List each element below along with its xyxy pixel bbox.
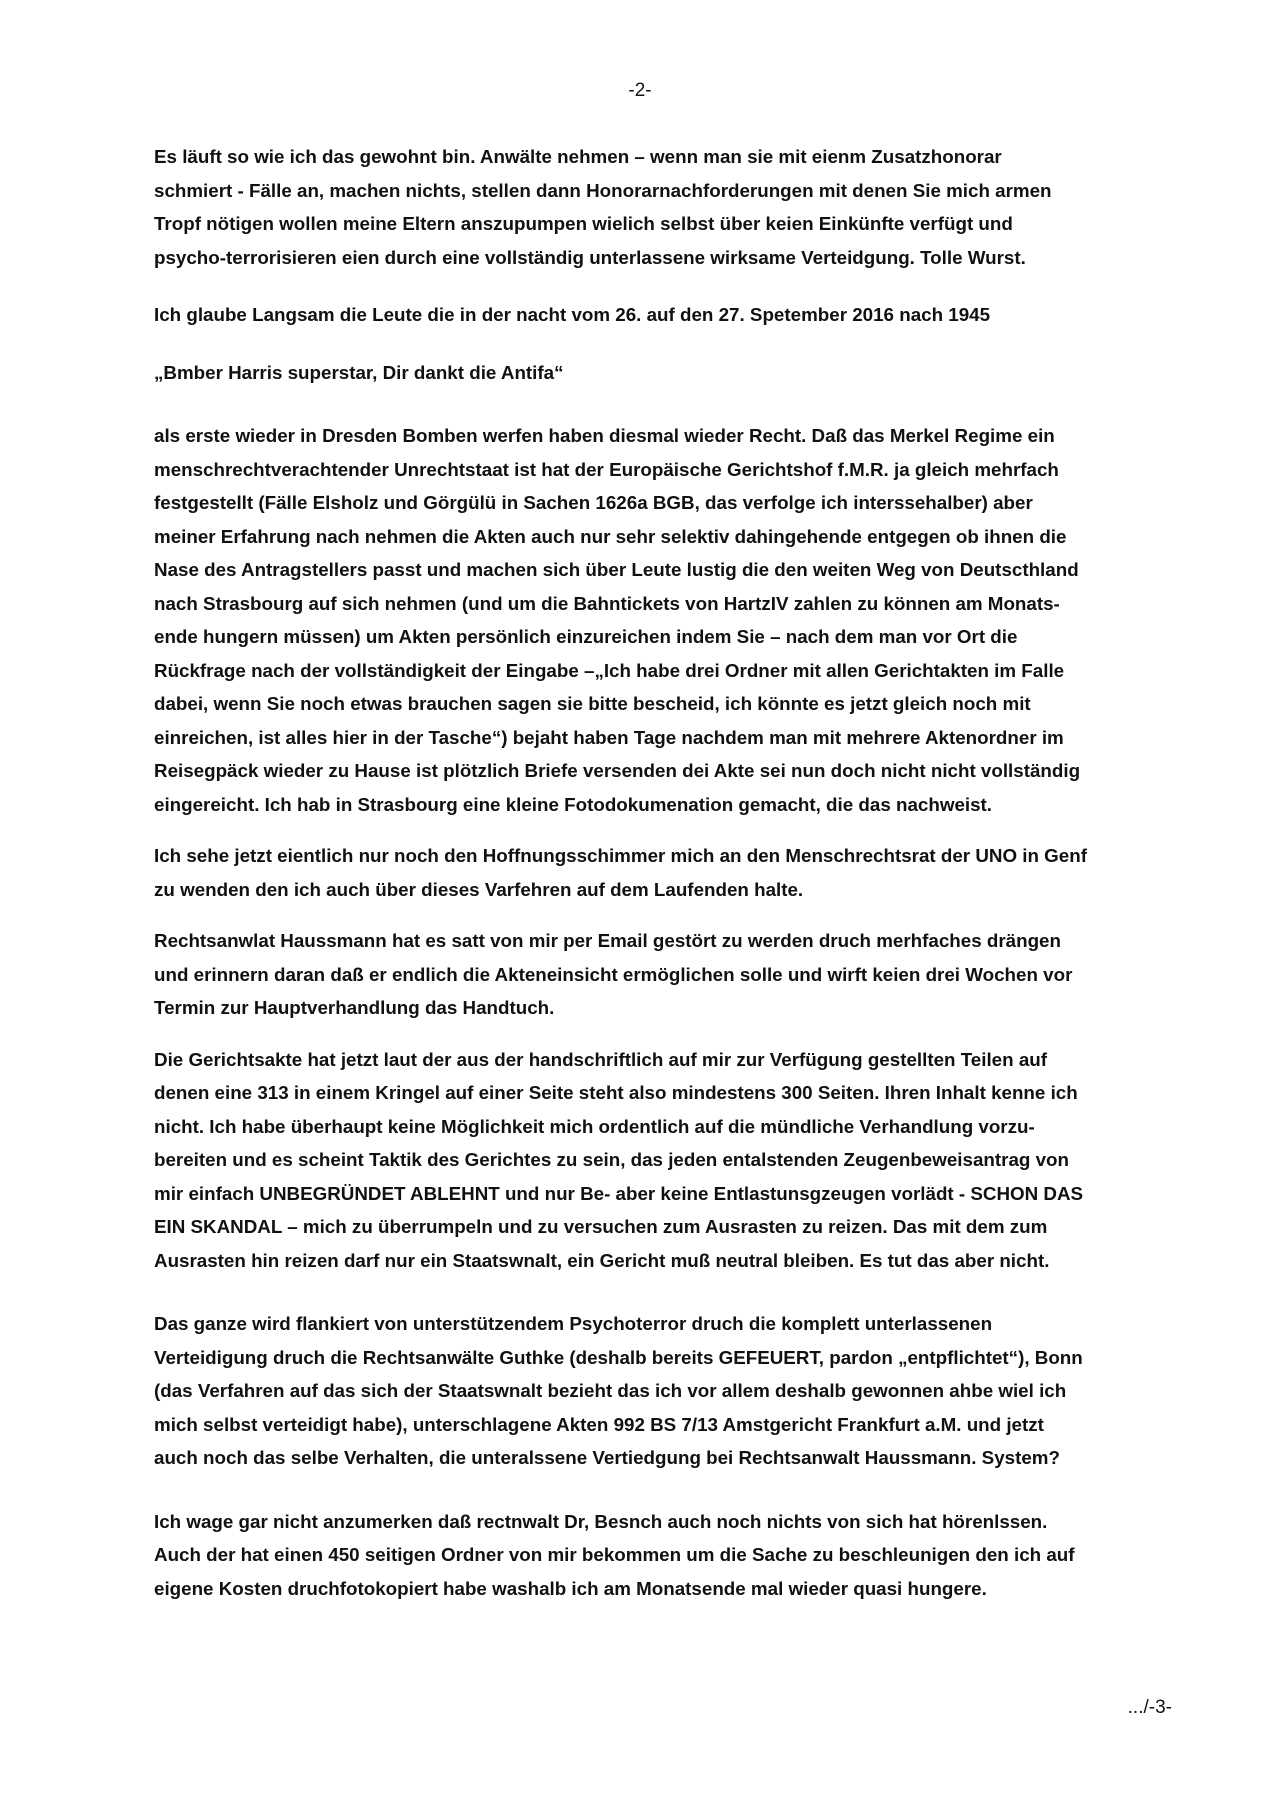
text-line: mich selbst verteidigt habe), unterschlagene Akten 992 BS 7/13 Amstgericht Frankfurt a.M. und jetzt [154, 1413, 1044, 1435]
text-line: Reisegpäck wieder zu Hause ist plötzlich Briefe versenden dei Akte sei nun doch nicht nicht vollständig [154, 760, 1081, 781]
text-line: Ich sehe jetzt eientlich nur noch den Hoffnungsschimmer mich an den Menschrechtsrat der UNO in Genf [154, 845, 1087, 866]
text-line: eingereicht. Ich hab in Strasbourg eine kleine Fotodokumenation gemacht, die das nachweist. [154, 793, 993, 815]
text-line: Die Gerichtsakte hat jetzt laut der aus der handschriftlich auf mir zur Verfügung gestellten Teilen auf [154, 1048, 1047, 1070]
text-line: ende hungern müssen) um Akten persönlich einzureichen indem Sie – nach dem man vor Ort die [154, 626, 1018, 647]
text-line: auch noch das selbe Verhalten, die unteralssene Vertiedgung bei Rechtsanwalt Haussmann. System? [154, 1447, 1060, 1468]
text-line: Ich glaube Langsam die Leute die in der nacht vom 26. auf den 27. Spetember 2016 nach 1945 [154, 304, 991, 325]
text-line: (das Verfahren auf das sich der Staatswnalt bezieht das ich vor allem deshalb gewonnen ahbe wiel ich [154, 1380, 1067, 1401]
text-line: Tropf nötigen wollen meine Eltern anszupumpen wielich selbst über keien Einkünfte verfügt und [154, 213, 1013, 234]
text-line: nach Strasbourg auf sich nehmen (und um die Bahntickets von HartzIV zahlen zu können am Monats- [154, 592, 1060, 614]
text-line: schmiert - Fälle an, machen nichts, stellen dann Honorarnachforderungen mit denen Sie mich armen [154, 179, 1052, 201]
text-line: Rückfrage nach der vollständigkeit der Eingabe –„Ich habe drei Ordner mit allen Gerichtakten im Falle [154, 659, 1065, 681]
paragraph-gap [154, 1475, 1164, 1505]
text-line: menschrechtverachtender Unrechtstaat ist hat der Europäische Gerichtshof f.M.R. ja gleich mehrfach [154, 458, 1059, 480]
text-line: Ich wage gar nicht anzumerken daß rectnwalt Dr, Besnch auch noch nichts von sich hat hörenlssen. [154, 1510, 1048, 1532]
text-line: denen eine 313 in einem Kringel auf einer Seite steht also mindestens 300 Seiten. Ihren Inhalt kenne ich [154, 1082, 1078, 1103]
paragraph [154, 839, 1164, 906]
text-line: als erste wieder in Dresden Bomben werfen haben diesmal wieder Recht. Daß das Merkel Regime ein [154, 425, 1055, 446]
text-line: Rechtsanwlat Haussmann hat es satt von mir per Email gestört zu werden druch merhfaches drängen [154, 930, 1061, 951]
paragraph-gap [154, 389, 1164, 419]
text-line: Ausrasten hin reizen darf nur ein Staatswnalt, ein Gericht muß neutral bleiben. Es tut das aber nicht. [154, 1249, 1050, 1271]
paragraph-gap [154, 906, 1164, 924]
paragraph [154, 140, 1164, 274]
text-line: psycho-terrorisieren eien durch eine vollständig unterlassene wirksame Verteidgung. Tolle Wurst. [154, 246, 1026, 268]
paragraph-gap [154, 1025, 1164, 1043]
paragraph [154, 924, 1164, 1025]
text-line: zu wenden den ich auch über dieses Varfehren auf dem Laufenden halte. [154, 878, 804, 900]
text-line: Nase des Antragstellers passt und machen sich über Leute lustig die den weiten Weg von Deutscthland [154, 559, 1079, 580]
text-line: nicht. Ich habe überhaupt keine Möglichkeit mich ordentlich auf die mündliche Verhandlung vorzu- [154, 1115, 1035, 1137]
text-line: Es läuft so wie ich das gewohnt bin. Anwälte nehmen – wenn man sie mit eienm Zusatzhonorar [154, 146, 1002, 167]
letter-body [154, 140, 1164, 1605]
paragraph-gap [154, 821, 1164, 839]
paragraph-gap [154, 1277, 1164, 1307]
paragraph [154, 419, 1164, 821]
text-line: bereiten und es scheint Taktik des Gerichtes zu sein, das jeden entalstenden Zeugenbeweisantrag von [154, 1149, 1069, 1170]
text-line: meiner Erfahrung nach nehmen die Akten auch nur sehr selektiv dahingehende entgegen ob ihnen die [154, 525, 1067, 547]
text-line: einreichen, ist alles hier in der Tasche“) bejaht haben Tage nachdem man mit mehrere Aktenordner im [154, 726, 1064, 748]
text-line: EIN SKANDAL – mich zu überrumpeln und zu versuchen zum Ausrasten zu reizen. Das mit dem zum [154, 1216, 1048, 1237]
paragraph-gap [154, 332, 1164, 356]
paragraph-gap [154, 274, 1164, 298]
continuation-marker: .../-3- [1127, 1697, 1172, 1718]
text-line: Das ganze wird flankiert von unterstützendem Psychoterror druch die komplett unterlassenen [154, 1313, 993, 1334]
paragraph [154, 1307, 1164, 1475]
text-line: eigene Kosten druchfotokopiert habe washalb ich am Monatsende mal wieder quasi hungere. [154, 1577, 987, 1599]
text-line: festgestellt (Fälle Elsholz und Görgülü in Sachen 1626a BGB, das verfolge ich interssehalber) aber [154, 492, 1033, 513]
page-number: -2- [628, 80, 652, 101]
text-line: „Bmber Harris superstar, Dir dankt die Antifa“ [154, 361, 564, 383]
text-line: und erinnern daran daß er endlich die Akteneinsicht ermöglichen solle und wirft keien drei Wochen vor [154, 963, 1073, 985]
paragraph [154, 298, 1164, 332]
paragraph [154, 1043, 1164, 1278]
text-line: Auch der hat einen 450 seitigen Ordner von mir bekommen um die Sache zu beschleunigen den ich auf [154, 1544, 1075, 1565]
text-line: mir einfach UNBEGRÜNDET ABLEHNT und nur Be- aber keine Entlastunsgzeugen vorlädt - SCHON DAS [154, 1182, 1084, 1204]
paragraph [154, 1505, 1164, 1606]
paragraph [154, 356, 1164, 390]
text-line: dabei, wenn Sie noch etwas brauchen sagen sie bitte bescheid, ich könnte es jetzt gleich noch mit [154, 693, 1031, 714]
text-line: Termin zur Hauptverhandlung das Handtuch. [154, 997, 555, 1018]
text-line: Verteidigung druch die Rechtsanwälte Guthke (deshalb bereits GEFEUERT, pardon „entpflichtet“), Bonn [154, 1346, 1083, 1368]
